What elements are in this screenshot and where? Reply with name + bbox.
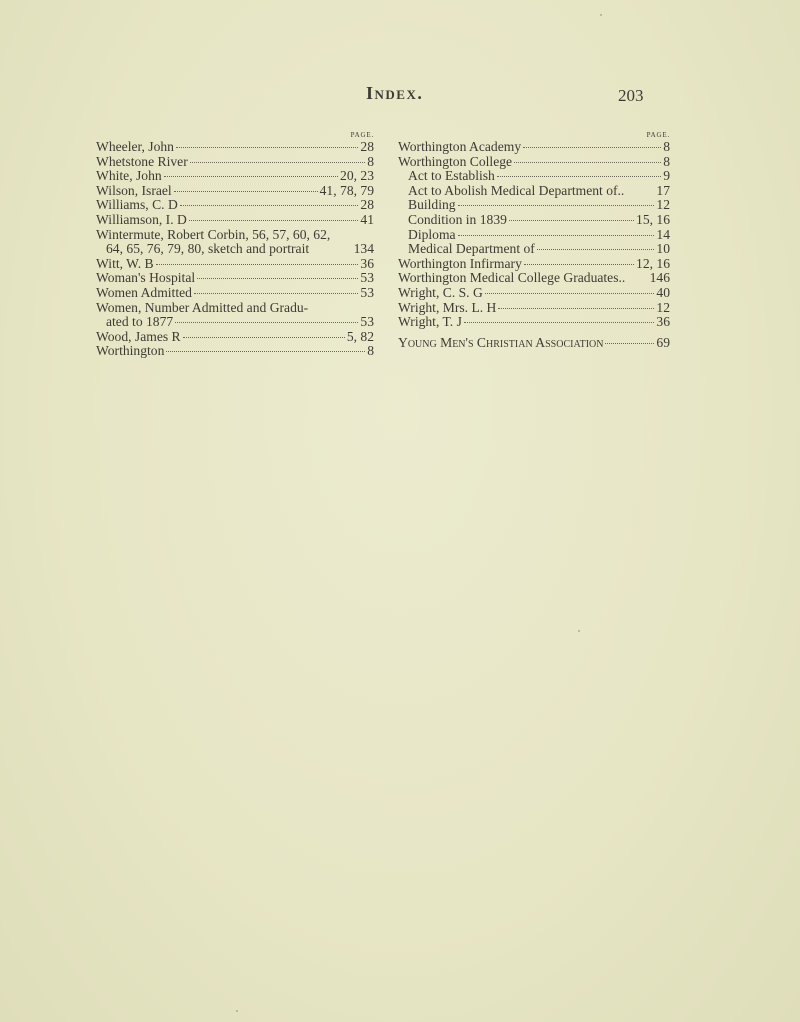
index-subentry: Medical Department of 10: [408, 241, 670, 257]
index-entry: Worthington College 8: [398, 153, 670, 169]
index-entry: Young Men's Christian Association 69: [398, 334, 670, 350]
index-entry: Whetstone River 8: [96, 153, 374, 169]
index-entry: Witt, W. B 36: [96, 255, 374, 271]
index-entry-continuation: 64, 65, 76, 79, 80, sketch and portrait 134: [106, 241, 374, 257]
index-entry: Worthington Medical College Graduates.. 146: [398, 270, 670, 286]
index-entry: Worthington Academy 8: [398, 139, 670, 154]
index-entry: Wood, James R 5, 82: [96, 328, 374, 344]
index-entry: Worthington 8: [96, 343, 374, 359]
index-entry: Worthington Infirmary 12, 16: [398, 255, 670, 271]
index-entry: Williams, C. D 28: [96, 197, 374, 213]
page-header: [0, 83, 800, 109]
left-index-column: [96, 130, 374, 359]
index-entry: Wright, T. J 36: [398, 314, 670, 330]
index-subentry: Condition in 1839 15, 16: [408, 211, 670, 227]
index-entry: Women Admitted 53: [96, 284, 374, 300]
index-entry: Williamson, I. D 41: [96, 211, 374, 227]
index-entry: Wheeler, John 28: [96, 139, 374, 154]
index-entry: Woman's Hospital 53: [96, 270, 374, 286]
index-subentry: Act to Abolish Medical Department of.. 17: [408, 182, 670, 198]
index-entry: Women, Number Admitted and Gradu-: [96, 299, 309, 315]
index-subentry: Act to Establish 9: [408, 168, 670, 184]
index-entry: Wilson, Israel 41, 78, 79: [96, 182, 374, 198]
index-subentry: Diploma 14: [408, 226, 670, 242]
page-number: 203: [618, 86, 644, 105]
page-title: Index.: [366, 83, 424, 103]
index-entry: White, John 20, 23: [96, 168, 374, 184]
index-subentry: Building 12: [408, 197, 670, 213]
index-entry-continuation: ated to 1877 53: [106, 314, 374, 330]
index-entry: Wright, Mrs. L. H 12: [398, 299, 670, 315]
index-entry: Wintermute, Robert Corbin, 56, 57, 60, 62,: [96, 226, 331, 242]
right-index-column: [398, 130, 670, 350]
column-heading: PAGE.: [646, 131, 670, 139]
column-heading: PAGE.: [350, 131, 374, 139]
index-entry: Wright, C. S. G 40: [398, 284, 670, 300]
